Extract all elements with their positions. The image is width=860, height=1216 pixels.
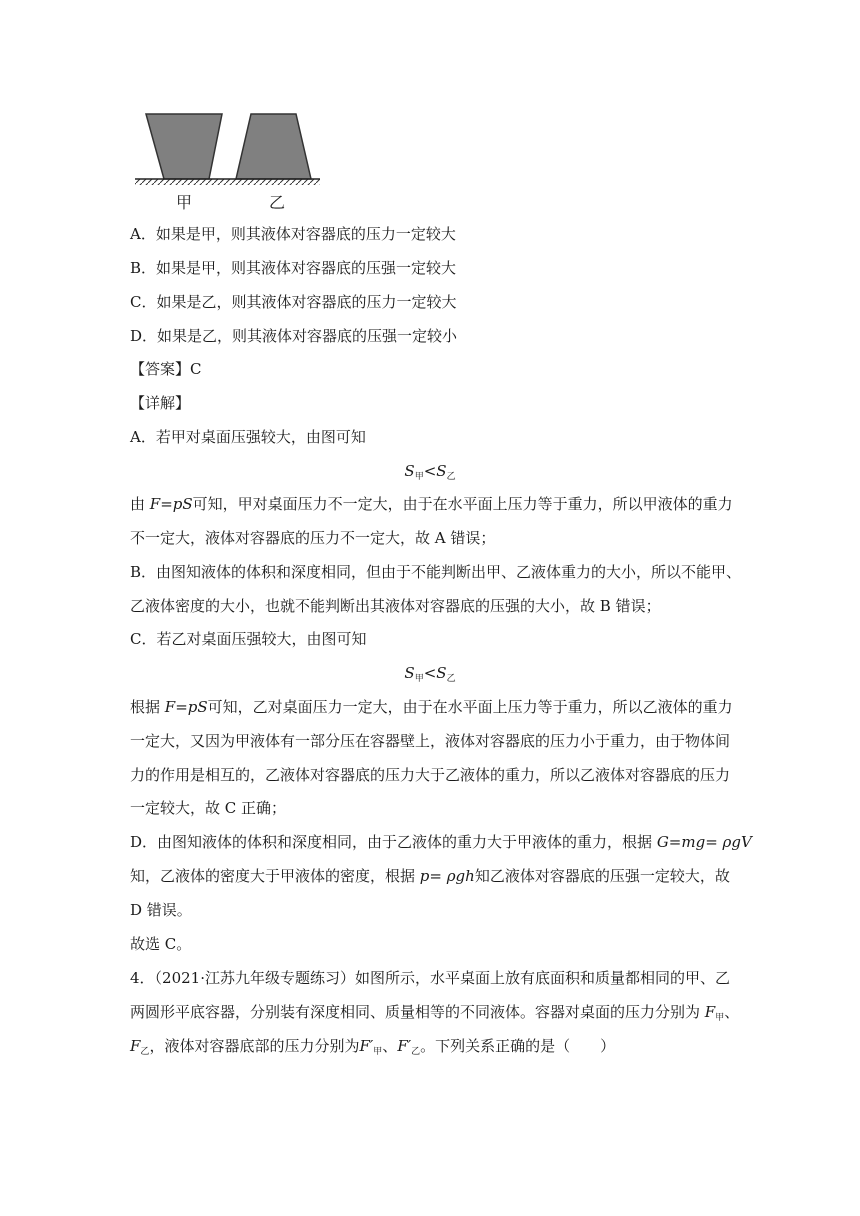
section-c-equation: $S_甲<S_乙$ <box>404 664 456 684</box>
section-d-line-2: 知，乙液体的密度大于甲液体的密度，根据 p= ρgh知乙液体对容器底的压强一定较大，故 <box>130 867 730 885</box>
label-jia: 甲 <box>176 193 193 212</box>
detail-heading: 【详解】 <box>130 394 191 412</box>
section-b-line-1: B．由图知液体的体积和深度相同，但由于不能判断出甲、乙液体重力的大小，所以不能甲、 <box>130 563 742 581</box>
question-4-line-2: 两圆形平底容器，分别装有深度相同、质量相等的不同液体。容器对桌面的压力分别为 $F_甲$、 <box>130 1003 740 1023</box>
label-yi: 乙 <box>269 193 286 212</box>
container-yi <box>236 114 311 179</box>
conclusion-line: 故选 C。 <box>130 935 192 953</box>
section-a-line-2: 由 F=pS可知，甲对桌面压力不一定大，由于在水平面上压力等于重力，所以甲液体的重力 <box>130 495 733 513</box>
section-d-line-3: D 错误。 <box>130 901 192 919</box>
section-a-line-3: 不一定大，液体对容器底的压力不一定大，故 A 错误； <box>130 529 496 547</box>
question-4-line-3: $F_乙$，液体对容器底部的压力分别为$F'_甲$、$F'_乙$。下列关系正确的是（ ） <box>130 1037 616 1057</box>
section-c-line-1: C．若乙对桌面压强较大，由图可知 <box>130 630 367 648</box>
option-c: C．如果是乙，则其液体对容器底的压力一定较大 <box>130 293 457 311</box>
container-figure <box>130 105 330 215</box>
section-a-line-1: A．若甲对桌面压强较大，由图可知 <box>130 428 366 446</box>
section-c-line-2: 根据 F=pS可知，乙对桌面压力一定大，由于在水平面上压力等于重力，所以乙液体的重力 <box>130 698 733 716</box>
section-c-line-3: 一定大，又因为甲液体有一部分压在容器壁上，液体对容器底的压力小于重力，由于物体间 <box>130 732 731 750</box>
container-jia <box>146 114 222 179</box>
section-b-line-2: 乙液体密度的大小，也就不能判断出其液体对容器底的压强的大小，故 B 错误； <box>130 597 661 615</box>
option-a: A．如果是甲，则其液体对容器底的压力一定较大 <box>130 225 456 243</box>
answer-line: 【答案】C <box>130 360 202 378</box>
section-a-equation: $S_甲<S_乙$ <box>404 462 456 482</box>
section-c-line-5: 一定较大，故 C 正确； <box>130 799 287 817</box>
option-b: B．如果是甲，则其液体对容器底的压强一定较大 <box>130 259 457 277</box>
section-d-line-1: D．由图知液体的体积和深度相同，由于乙液体的重力大于甲液体的重力，根据 G=mg= ρgV <box>130 833 752 851</box>
section-c-line-4: 力的作用是相互的，乙液体对容器底的压力大于乙液体的重力，所以乙液体对容器底的压力 <box>130 766 731 784</box>
question-4-line-1: 4．（2021·江苏九年级专题练习）如图所示，水平桌面上放有底面积和质量都相同的甲、乙 <box>130 969 730 987</box>
option-d: D．如果是乙，则其液体对容器底的压强一定较小 <box>130 327 458 345</box>
